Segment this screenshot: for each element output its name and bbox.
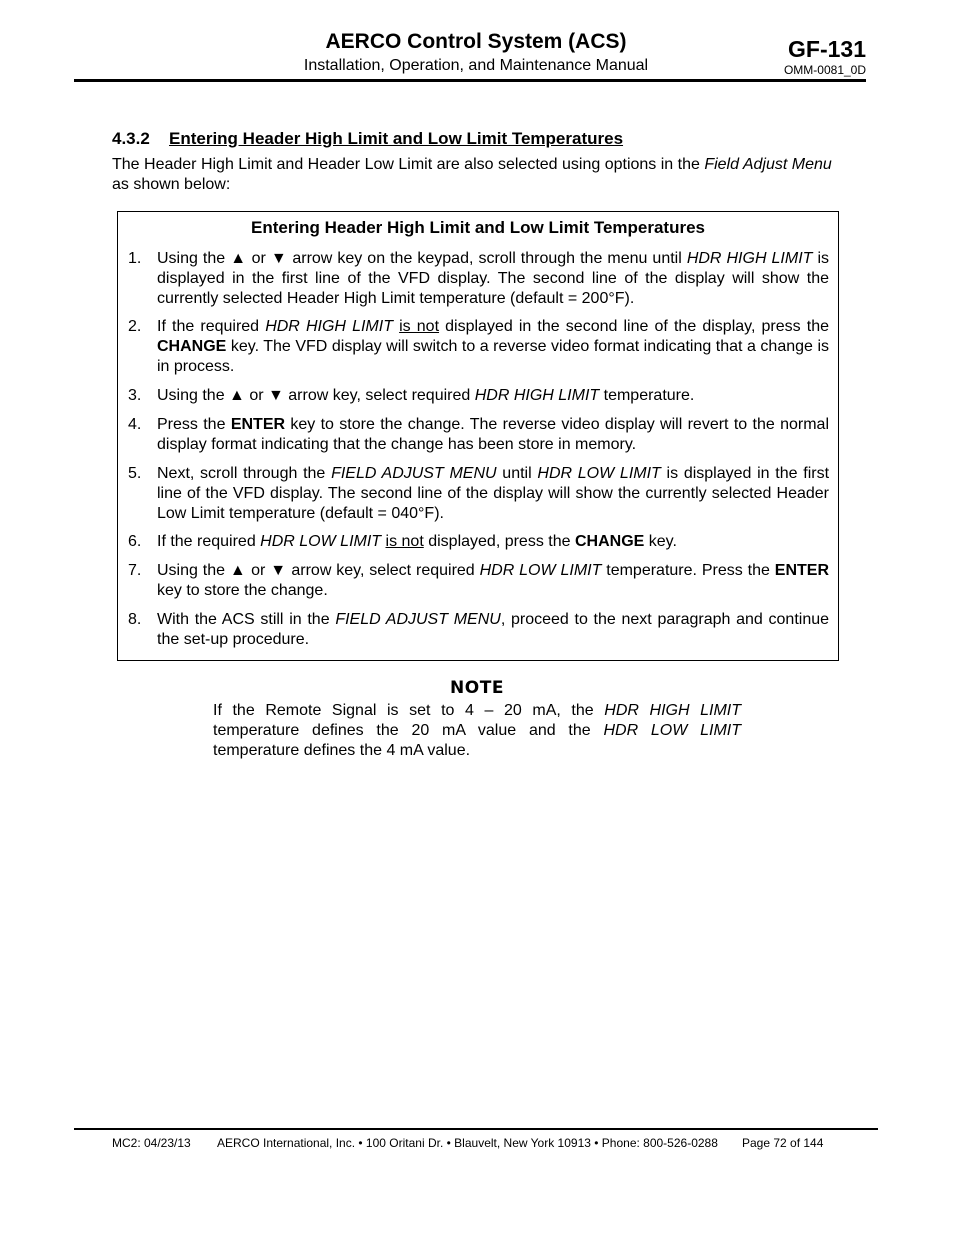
step-text: Using the ▲ or ▼ arrow key on the keypad, scroll through the menu until HDR HIGH LIMIT is displayed in the first line of the VFD display. The second line of the display will show the currently selected Header High Limit temperature (default = 200°F). (157, 250, 830, 307)
section-intro (112, 155, 844, 195)
step-text: Using the ▲ or ▼ arrow key, select required HDR LOW LIMIT temperature. Press the ENTER key to store the change. (157, 562, 830, 599)
procedure-step-3 (128, 386, 829, 406)
footer-company: AERCO International, Inc. • 100 Oritani Dr. • Blauvelt, New York 10913 • Phone: 800-526-0288 (217, 1136, 718, 1150)
step-text: Next, scroll through the FIELD ADJUST MENU until HDR LOW LIMIT is displayed in the first line of the VFD display. The second line of the display will show the currently selected Header Low Limit temperature (default = 040°F). (157, 465, 830, 522)
step-number: 7. (128, 562, 142, 579)
step-number: 2. (128, 318, 142, 335)
section-number: 4.3.2 (112, 129, 150, 148)
section-title: Entering Header High Limit and Low Limit Temperatures (169, 129, 624, 148)
procedure-step-7 (128, 561, 829, 601)
note-heading: NOTE (450, 678, 504, 698)
procedure-step-5 (128, 464, 829, 524)
step-number: 5. (128, 465, 142, 482)
step-number: 3. (128, 387, 142, 404)
procedure-step-1 (128, 249, 829, 309)
manual-subtitle: Installation, Operation, and Maintenance Manual (303, 57, 649, 74)
intro-text: The Header High Limit and Header Low Limit are also selected using options in the (112, 156, 705, 173)
note-body: If the Remote Signal is set to 4 – 20 mA, the HDR HIGH LIMIT temperature defines the 20 mA value and the HDR LOW LIMIT temperature defines the 4 mA value. (213, 702, 742, 759)
section-heading (112, 129, 623, 149)
step-text: If the required HDR LOW LIMIT is not displayed, press the CHANGE key. (157, 533, 677, 550)
step-number: 4. (128, 416, 142, 433)
step-number: 1. (128, 250, 142, 267)
procedure-step-4 (128, 415, 829, 455)
intro-menu-name: Field Adjust Menu (704, 156, 832, 173)
step-text: With the ACS still in the FIELD ADJUST MENU, proceed to the next paragraph and continue the set-up procedure. (157, 611, 830, 648)
step-text: Press the ENTER key to store the change. The reverse video display will revert to the normal display format indicating that the change has been store in memory. (157, 416, 829, 453)
step-number: 8. (128, 611, 142, 628)
page-number: Page 72 of 144 (742, 1136, 824, 1150)
procedure-title: Entering Header High Limit and Low Limit Temperatures (250, 218, 706, 237)
header-divider (74, 79, 866, 82)
footer-divider (74, 1128, 878, 1130)
step-text: Using the ▲ or ▼ arrow key, select required HDR HIGH LIMIT temperature. (157, 387, 695, 404)
step-text: If the required HDR HIGH LIMIT is not displayed in the second line of the display, press the CHANGE key. The VFD display will switch to a reverse video format indicating that a change is in process. (157, 318, 830, 375)
manual-title: AERCO Control System (ACS) (325, 30, 627, 53)
document-revision: OMM-0081_0D (783, 63, 866, 77)
procedure-step-2 (128, 317, 829, 377)
footer-date: MC2: 04/23/13 (112, 1136, 191, 1150)
document-number: GF-131 (788, 36, 866, 62)
step-number: 6. (128, 533, 142, 550)
procedure-step-6 (128, 532, 829, 552)
procedure-step-8 (128, 610, 829, 650)
intro-text-end: as shown below: (112, 176, 231, 193)
